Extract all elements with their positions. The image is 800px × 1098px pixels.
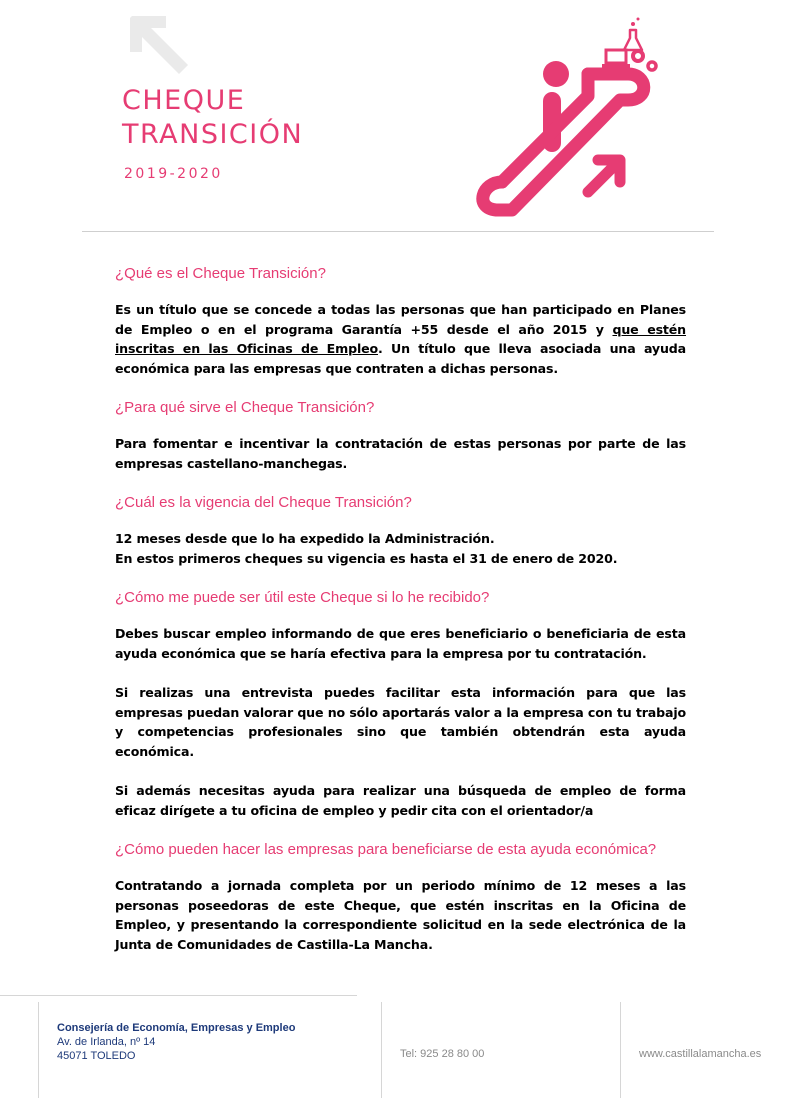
document-header (0, 0, 800, 232)
main-content (115, 264, 686, 972)
section-paragraph: Si realizas una entrevista puedes facilitar esta información para que las empresas puedan valorar que no sólo aportarás valor a la empresa con tu trabajo y competencias profesionales sino que también obtendrán esta ayuda económica. (115, 685, 686, 759)
corner-arrow-icon (122, 12, 194, 84)
section-paragraph: Debes buscar empleo informando de que eres beneficiario o beneficiaria de esta ayuda económica que se haría efectiva para la empresa por tu contratación. (115, 626, 686, 661)
footer-website[interactable]: www.castillalamancha.es (639, 1048, 762, 1060)
paragraph-text: . Un título que lleva asociada una ayuda económica para las empresas que contraten a dichas personas. (115, 341, 686, 376)
section-heading: ¿Cómo me puede ser útil este Cheque si lo he recibido? (115, 589, 490, 606)
section-paragraph: Para fomentar e incentivar la contratación de estas personas por parte de las empresas castellano-manchegas. (115, 436, 686, 471)
footer-phone: Tel: 925 28 80 00 (400, 1048, 485, 1060)
section-heading: ¿Para qué sirve el Cheque Transición? (115, 399, 375, 416)
paragraph-line: En estos primeros cheques su vigencia es hasta el 31 de enero de 2020. (115, 550, 618, 566)
footer-divider (0, 995, 357, 996)
section-paragraph (115, 300, 686, 378)
section-heading: ¿Cómo pueden hacer las empresas para beneficiarse de esta ayuda económica? (115, 841, 657, 858)
flask-icon (624, 18, 642, 51)
footer-city: 45071 TOLEDO (57, 1050, 136, 1062)
escalator-person-icon (460, 14, 660, 219)
footer-separator (381, 1002, 382, 1098)
footer-org: Consejería de Economía, Empresas y Empleo (57, 1022, 296, 1034)
paragraph-line: 12 meses desde que lo ha expedido la Administración. (115, 531, 495, 546)
footer-street: Av. de Irlanda, nº 14 (57, 1036, 156, 1048)
laptop-icon (602, 50, 630, 68)
brand-years: 2019-2020 (124, 166, 223, 182)
footer-separator (620, 1002, 621, 1098)
section-heading: ¿Cuál es la vigencia del Cheque Transición? (115, 494, 412, 511)
header-divider (82, 231, 714, 232)
brand-title (122, 84, 303, 152)
paragraph-text: Es un título que se concede a todas las personas que han participado en Planes de Empleo o en el programa Garantía +55 desde el año 2015 y (115, 302, 686, 337)
section-paragraph (115, 529, 686, 568)
brand-title-line1: CHEQUE (122, 85, 246, 116)
section-paragraph: Contratando a jornada completa por un periodo mínimo de 12 meses a las personas poseedoras de este Cheque, que estén inscritas en la Oficina de Empleo, y presentando la correspondiente solicitud en la sede electrónica de la Junta de Comunidades de Castilla-La Mancha. (115, 878, 686, 952)
brand-title-line2: TRANSICIÓN (122, 119, 304, 150)
section-heading: ¿Qué es el Cheque Transición? (115, 265, 326, 282)
footer-separator (38, 1002, 39, 1098)
underlined-text: que estén inscritas en las Oficinas de Empleo (115, 321, 687, 356)
gears-icon (633, 51, 656, 70)
section-paragraph: Si además necesitas ayuda para realizar una búsqueda de empleo de forma eficaz dirígete a tu oficina de empleo y pedir cita con el orientador/a (115, 783, 686, 818)
footer-address (57, 1021, 295, 1063)
